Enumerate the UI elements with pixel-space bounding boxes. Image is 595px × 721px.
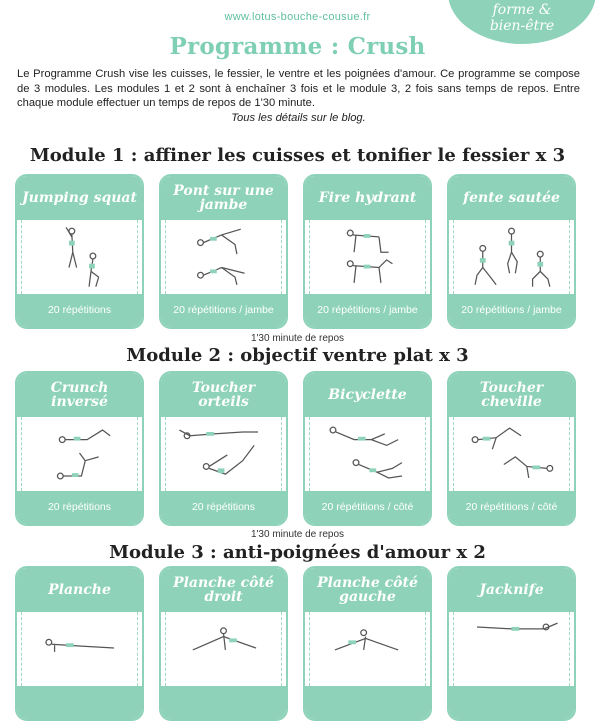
exercise-reps: 20 répétitions — [17, 294, 142, 327]
exercise-illustration — [309, 220, 426, 294]
exercise-reps: 20 répétitions — [161, 491, 286, 524]
exercise-name: Fire hydrant — [305, 176, 430, 220]
exercise-name: Planche côté gauche — [305, 568, 430, 612]
exercise-reps — [449, 686, 574, 719]
exercise-illustration — [165, 220, 282, 294]
exercise-illustration — [21, 417, 138, 491]
exercise-card-pont-sur-une-jambe — [159, 174, 288, 329]
exercise-illustration — [453, 220, 570, 294]
exercise-reps: 20 répétitions / jambe — [161, 294, 286, 327]
exercise-card-crunch-inverse — [15, 371, 144, 526]
exercise-card-bicyclette — [303, 371, 432, 526]
exercise-card-planche-cote-droit — [159, 566, 288, 721]
rest-label: 1'30 minute de repos — [250, 529, 345, 540]
exercise-reps: 20 répétitions / côté — [449, 491, 574, 524]
badge-line-1: forme & — [492, 2, 552, 18]
exercise-name: Toucher cheville — [449, 373, 574, 417]
exercise-illustration — [453, 417, 570, 491]
exercise-reps — [17, 686, 142, 719]
module-2-title: Module 2 : objectif ventre plat x 3 — [126, 345, 469, 366]
exercise-card-jacknife — [447, 566, 576, 721]
site-url[interactable]: www.lotus-bouche-cousue.fr — [224, 11, 371, 23]
exercise-reps: 20 répétitions / côté — [305, 491, 430, 524]
exercise-name: Jacknife — [449, 568, 574, 612]
exercise-name: Bicyclette — [305, 373, 430, 417]
exercise-reps — [305, 686, 430, 719]
exercise-name: fente sautée — [449, 176, 574, 220]
module-3-title: Module 3 : anti-poignées d'amour x 2 — [109, 542, 486, 563]
exercise-illustration — [165, 417, 282, 491]
exercise-name: Crunch inversé — [17, 373, 142, 417]
exercise-reps: 20 répétitions — [17, 491, 142, 524]
exercise-reps — [161, 686, 286, 719]
intro-paragraph — [17, 67, 580, 125]
exercise-illustration — [309, 612, 426, 686]
page-title: Programme : Crush — [169, 33, 426, 60]
exercise-illustration — [309, 417, 426, 491]
exercise-name: Planche — [17, 568, 142, 612]
exercise-reps: 20 répétitions / jambe — [449, 294, 574, 327]
blog-note: Tous les détails sur le blog. — [231, 111, 366, 124]
exercise-card-toucher-orteils — [159, 371, 288, 526]
module-1-title: Module 1 : affiner les cuisses et tonifier le fessier x 3 — [29, 145, 566, 166]
exercise-card-planche — [15, 566, 144, 721]
intro-text: Le Programme Crush vise les cuisses, le fessier, le ventre et les poignées d'amour. Ce programme se compose de 3 modules. Les modules 1 et 2 sont à enchaîner 3 fois et le module 3, 2 fois sans temps de repos. Entre chaque module effectuer un temps de repos de 1'30 minute. — [17, 68, 580, 110]
logo-script — [255, 0, 355, 6]
exercise-name: Planche côté droit — [161, 568, 286, 612]
exercise-card-fire-hydrant — [303, 174, 432, 329]
exercise-illustration — [21, 220, 138, 294]
exercise-card-planche-cote-gauche — [303, 566, 432, 721]
badge-line-2: bien-être — [489, 18, 555, 34]
exercise-illustration — [21, 612, 138, 686]
exercise-name: Pont sur une jambe — [161, 176, 286, 220]
rest-label: 1'30 minute de repos — [250, 333, 345, 344]
exercise-card-jumping-squat — [15, 174, 144, 329]
exercise-name: Toucher orteils — [161, 373, 286, 417]
exercise-reps: 20 répétitions / jambe — [305, 294, 430, 327]
exercise-illustration — [453, 612, 570, 686]
exercise-card-toucher-cheville — [447, 371, 576, 526]
exercise-card-fente-sautee — [447, 174, 576, 329]
exercise-name: Jumping squat — [17, 176, 142, 220]
exercise-illustration — [165, 612, 282, 686]
